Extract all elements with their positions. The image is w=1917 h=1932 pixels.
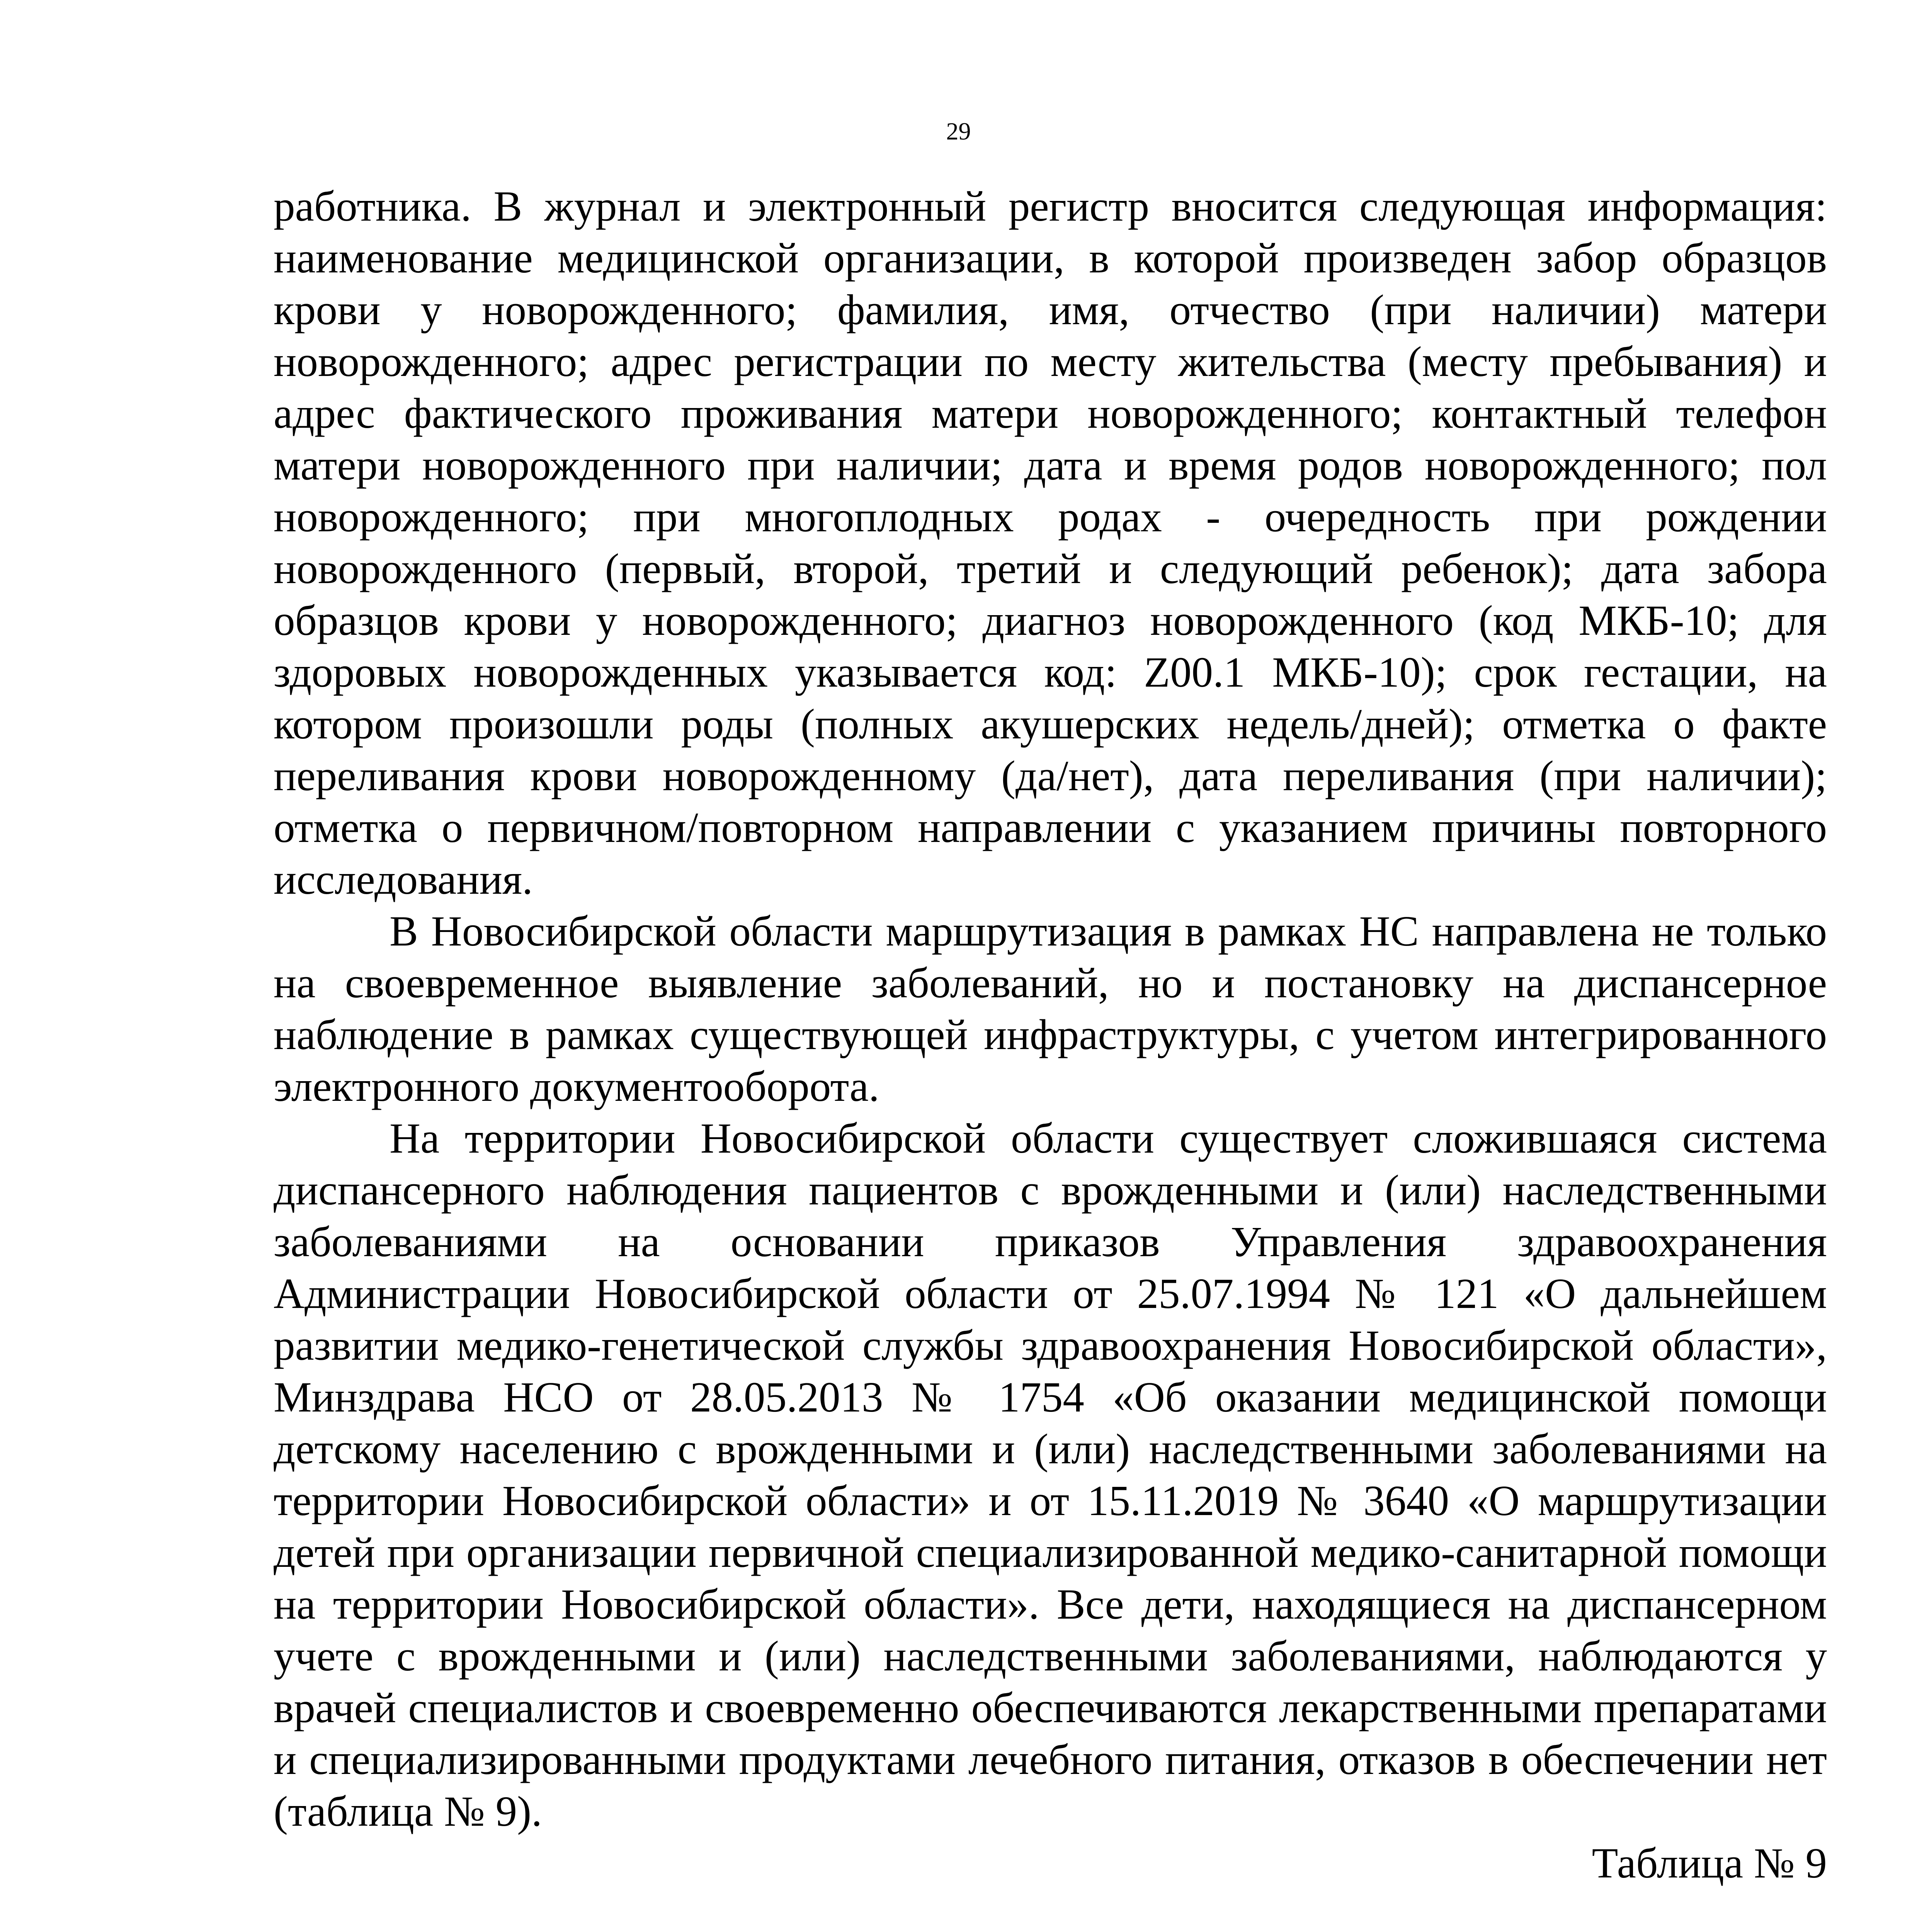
paragraph-routing: В Новосибирской области маршрутизация в рамках НС направлена не только на своевременное выявление заболеваний, но и постановку на диспансерное наблюдение в рамках существующей инфраструктуры, с учетом интегрированного электронного документооборота. [274, 908, 1827, 1111]
table-label: Таблица № 9 [1592, 1840, 1827, 1887]
body-text [274, 181, 1827, 1889]
paragraph-dispensary-system: На территории Новосибирской области существует сложившаяся система диспансерного наблюдения пациентов с врожденными и (или) наследственными заболеваниями на основании приказов Управления здравоохранения Администрации Новосибирской области от 25.07.1994 № 121 «О дальнейшем развитии медико-генетической службы здравоохранения Новосибирской области», Минздрава НСО от 28.05.2013 № 1754 «Об оказании медицинской помощи детскому населению с врожденными и (или) наследственными заболеваниями на территории Новосибирской области» и от 15.11.2019 № 3640 «О маршрутизации детей при организации первичной специализированной медико-санитарной помощи на территории Новосибирской области». Все дети, находящиеся на диспансерном учете с врожденными и (или) наследственными заболеваниями, наблюдаются у врачей специалистов и своевременно обеспечиваются лекарственными препаратами и специализированными продуктами лечебного питания, отказов в обеспечении нет (таблица № 9). [274, 1115, 1827, 1835]
paragraph-registry-info: работника. В журнал и электронный регистр вносится следующая информация: наименование медицинской организации, в которой произведен забор образцов крови у новорожденного; фамилия, имя, отчество (при наличии) матери новорожденного; адрес регистрации по месту жительства (месту пребывания) и адрес фактического проживания матери новорожденного; контактный телефон матери новорожденного при наличии; дата и время родов новорожденного; пол новорожденного; при многоплодных родах - очередность при рождении новорожденного (первый, второй, третий и следующий ребенок); дата забора образцов крови у новорожденного; диагноз новорожденного (код МКБ-10; для здоровых новорожденных указывается код: Z00.1 МКБ-10); срок гестации, на котором произошли роды (полных акушерских недель/дней); отметка о факте переливания крови новорожденному (да/нет), дата переливания (при наличии); отметка о первичном/повторном направлении с указанием причины повторного исследования. [274, 183, 1827, 903]
page-number: 29 [946, 117, 971, 145]
